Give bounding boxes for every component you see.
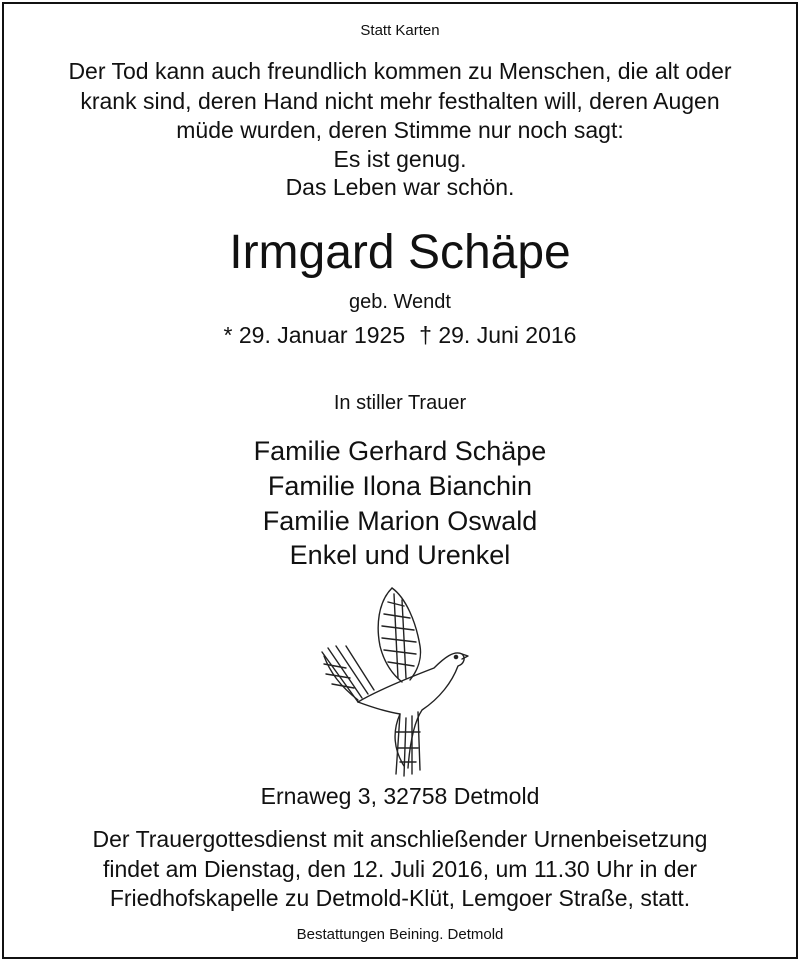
poem-line-1: Der Tod kann auch freundlich kommen zu Menschen, die alt oder bbox=[68, 58, 732, 84]
death-date: 29. Juni 2016 bbox=[438, 322, 577, 348]
birth-date: * 29. Januar 1925 bbox=[223, 322, 406, 348]
cross-icon: † bbox=[419, 322, 432, 348]
poem-line-4: Es ist genug. bbox=[333, 146, 467, 172]
family-line-3: Familie Marion Oswald bbox=[262, 506, 538, 536]
family-line-4: Enkel und Urenkel bbox=[289, 540, 511, 570]
life-dates bbox=[0, 322, 800, 349]
dove-icon bbox=[318, 582, 470, 778]
service-line-1: Der Trauergottesdienst mit anschließender Urnenbeisetzung bbox=[92, 826, 708, 852]
undertaker: Bestattungen Beining. Detmold bbox=[296, 926, 504, 943]
poem-line-3: müde wurden, deren Stimme nur noch sagt: bbox=[176, 117, 624, 143]
deceased-name: Irmgard Schäpe bbox=[229, 226, 571, 279]
family-line-2: Familie Ilona Bianchin bbox=[267, 471, 533, 501]
poem-line-2: krank sind, deren Hand nicht mehr festhalten will, deren Augen bbox=[80, 88, 720, 114]
service-line-2: findet am Dienstag, den 12. Juli 2016, um 11.30 Uhr in der bbox=[102, 856, 698, 882]
address: Ernaweg 3, 32758 Detmold bbox=[260, 783, 540, 809]
family-line-1: Familie Gerhard Schäpe bbox=[253, 436, 547, 466]
poem-line-5: Das Leben war schön. bbox=[285, 174, 515, 200]
mourning-intro: In stiller Trauer bbox=[333, 392, 467, 414]
service-line-3: Friedhofskapelle zu Detmold-Klüt, Lemgoer Straße, statt. bbox=[109, 885, 691, 911]
birth-name: geb. Wendt bbox=[349, 291, 451, 313]
statt-karten: Statt Karten bbox=[360, 22, 440, 39]
